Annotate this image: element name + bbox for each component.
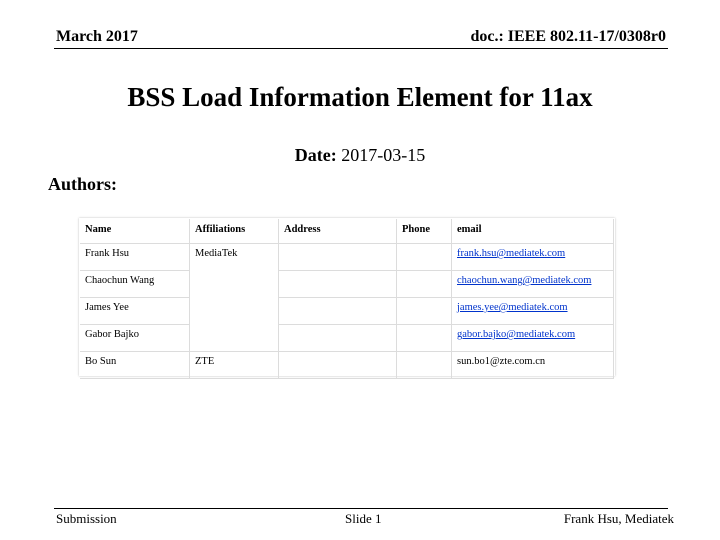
- author-email: sun.bo1@zte.com.cn: [452, 352, 614, 379]
- col-header-address: Address: [279, 219, 397, 244]
- author-address: [279, 271, 397, 298]
- header-rule: [54, 48, 668, 49]
- col-header-email: email: [452, 219, 614, 244]
- author-phone: [397, 298, 452, 325]
- author-name: Bo Sun: [80, 352, 190, 379]
- authors-heading: Authors:: [48, 174, 118, 194]
- author-address: [279, 325, 397, 352]
- footer-author: Frank Hsu, Mediatek: [563, 511, 674, 526]
- author-phone: [397, 325, 452, 352]
- header-doc-id: doc.: IEEE 802.11-17/0308r0: [470, 28, 666, 45]
- footer-submission: Submission: [56, 511, 117, 526]
- author-email[interactable]: [452, 271, 614, 298]
- author-affiliation: ZTE: [190, 352, 279, 379]
- authors-table: [79, 218, 615, 376]
- email-link[interactable]: chaochun.wang@mediatek.com: [457, 275, 592, 286]
- author-address: [279, 244, 397, 271]
- table-row: [80, 271, 614, 298]
- author-address: [279, 298, 397, 325]
- col-header-phone: Phone: [397, 219, 452, 244]
- slide-title: BSS Load Information Element for 11ax: [127, 82, 593, 112]
- email-link[interactable]: james.yee@mediatek.com: [457, 302, 568, 313]
- author-name: James Yee: [80, 298, 190, 325]
- author-email[interactable]: [452, 298, 614, 325]
- date-line: [0, 145, 720, 166]
- email-link[interactable]: gabor.bajko@mediatek.com: [457, 329, 576, 340]
- header-date: March 2017: [56, 28, 138, 45]
- date-value: 2017-03-15: [341, 145, 426, 165]
- col-header-affiliations: Affiliations: [190, 219, 279, 244]
- email-link[interactable]: frank.hsu@mediatek.com: [457, 248, 566, 259]
- table-row: [80, 244, 614, 271]
- author-phone: [397, 271, 452, 298]
- footer-rule: [54, 508, 668, 509]
- footer-slide-number: Slide 1: [345, 511, 382, 526]
- col-header-name: Name: [80, 219, 190, 244]
- author-address: [279, 352, 397, 379]
- author-email[interactable]: [452, 325, 614, 352]
- table-row: [80, 325, 614, 352]
- author-name: Gabor Bajko: [80, 325, 190, 352]
- table-row: [80, 298, 614, 325]
- author-affiliation: MediaTek: [190, 244, 279, 352]
- author-name: Chaochun Wang: [80, 271, 190, 298]
- author-phone: [397, 352, 452, 379]
- author-phone: [397, 244, 452, 271]
- author-name: Frank Hsu: [80, 244, 190, 271]
- date-label: Date:: [294, 145, 337, 165]
- table-header-row: [80, 219, 614, 244]
- table-row: [80, 352, 614, 379]
- author-email[interactable]: [452, 244, 614, 271]
